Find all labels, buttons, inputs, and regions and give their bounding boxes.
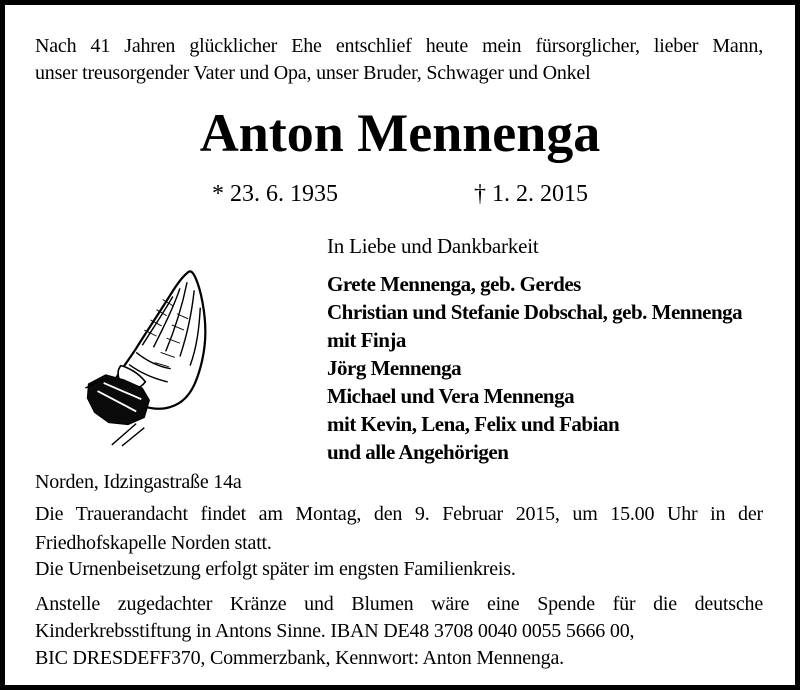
service-line-2: Friedhofskapelle Norden statt. xyxy=(35,532,272,554)
mourner-line: mit Finja xyxy=(327,328,406,352)
birth-date: * 23. 6. 1935 xyxy=(212,181,338,207)
intro-line-2: unser treusorgender Vater und Opa, unser Bruder, Schwager und Onkel xyxy=(35,62,591,84)
service-line-1: Die Trauerandacht findet am Montag, den 9. Februar 2015, um 15.00 Uhr in der xyxy=(35,503,763,525)
intro-paragraph xyxy=(35,33,763,87)
praying-hands-image xyxy=(85,269,223,447)
mourner-entry xyxy=(327,382,742,438)
mourner-entry xyxy=(327,298,742,354)
donation-line-3: BIC DRESDEFF370, Commerzbank, Kennwort: Anton Mennenga. xyxy=(35,647,564,669)
deceased-name: Anton Mennenga xyxy=(199,103,601,163)
mourner-entry xyxy=(327,270,742,298)
mourner-line: mit Kevin, Lena, Felix und Fabian xyxy=(327,412,620,436)
mourner-entry xyxy=(327,438,742,466)
mourner-line: Grete Mennenga, geb. Gerdes xyxy=(327,272,581,296)
donation-paragraph xyxy=(35,591,763,672)
donation-line-2: Kinderkrebsstiftung in Antons Sinne. IBAN DE48 3708 0040 0055 5666 00, xyxy=(35,620,635,642)
mourners-list xyxy=(327,270,742,466)
mourner-line: Christian und Stefanie Dobschal, geb. Mennenga xyxy=(327,300,743,324)
address-line: Norden, Idzingastraße 14a xyxy=(35,471,242,493)
death-date: † 1. 2. 2015 xyxy=(474,181,588,207)
mourner-line: Michael und Vera Mennenga xyxy=(327,384,575,408)
intro-line-1: Nach 41 Jahren glücklicher Ehe entschlief heute mein fürsorglicher, lieber Mann, xyxy=(35,35,763,57)
burial-line: Die Urnenbeisetzung erfolgt später im engsten Familienkreis. xyxy=(35,558,516,580)
mourner-line: und alle Angehörigen xyxy=(327,440,509,464)
mourner-line: Jörg Mennenga xyxy=(327,356,462,380)
mourner-entry xyxy=(327,354,742,382)
life-dates xyxy=(5,179,795,209)
dedication-line: In Liebe und Dankbarkeit xyxy=(327,234,539,258)
service-paragraph xyxy=(35,500,763,558)
donation-line-1: Anstelle zugedachter Kränze und Blumen wäre eine Spende für die deutsche xyxy=(35,593,763,615)
